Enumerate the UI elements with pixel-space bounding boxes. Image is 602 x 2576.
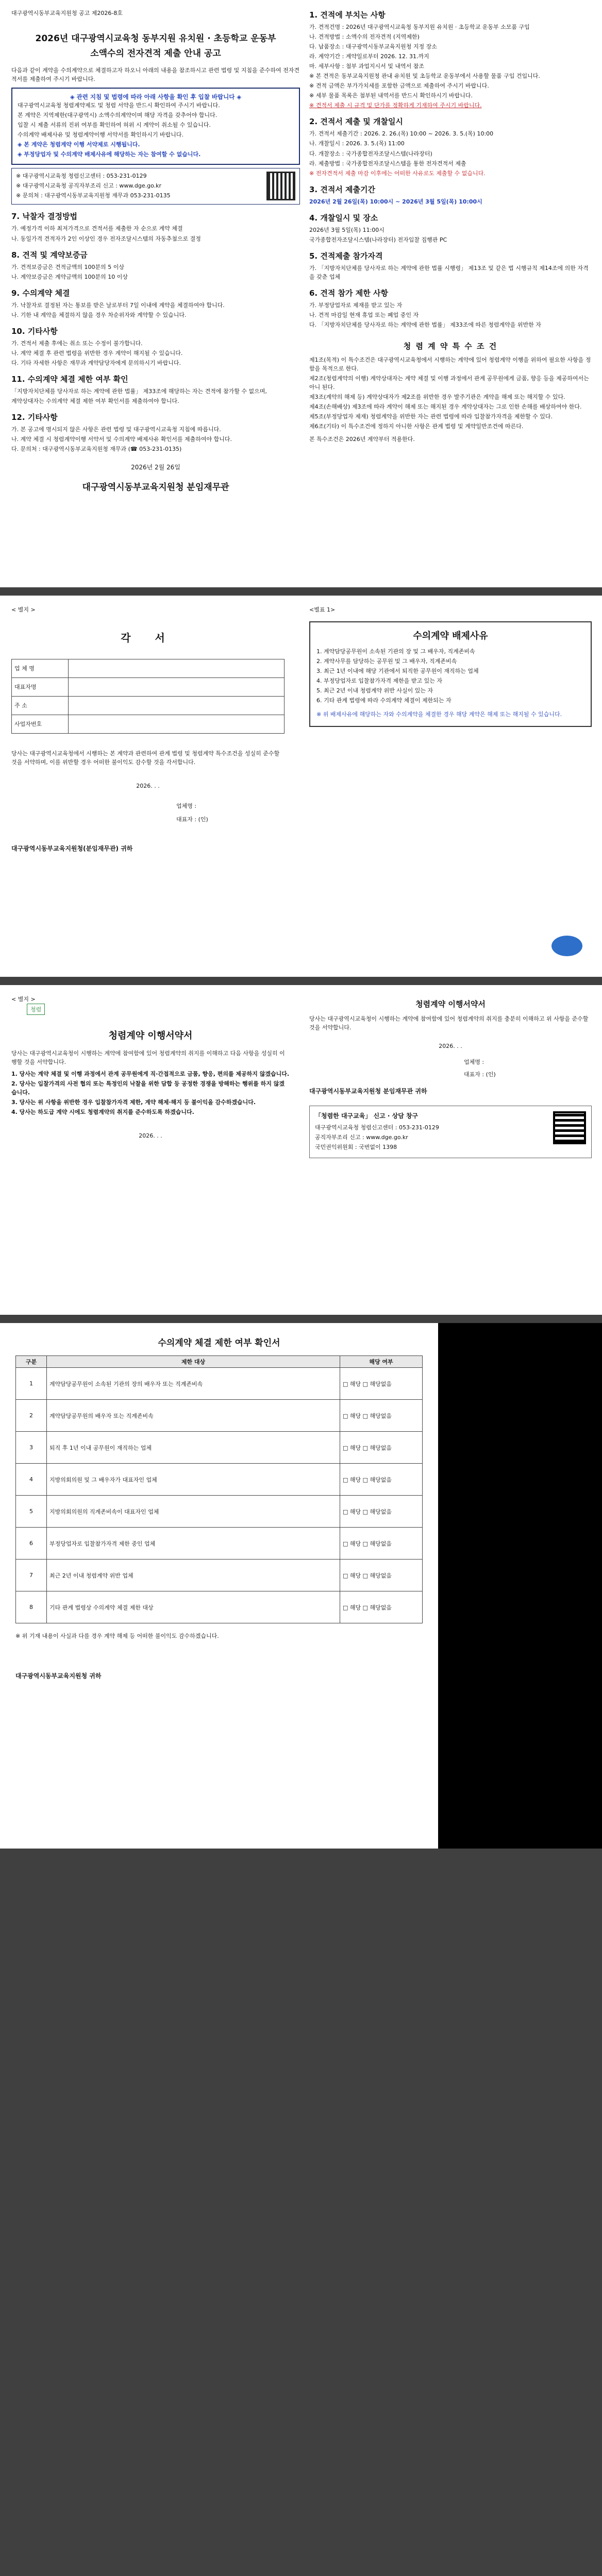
table-row [12, 715, 285, 733]
notice-box [11, 88, 300, 165]
table-header: 해당 여부 [340, 1356, 423, 1368]
restriction-table [15, 1355, 423, 1623]
table-cell: 계약담당공무원이 소속된 기관의 장의 배우자 또는 직계존비속 [47, 1368, 340, 1400]
section-11-title: 11. 수의계약 체결 제한 여부 확인 [11, 374, 128, 384]
issuer-name: 대구광역시동부교육지원청 분임재무관 [82, 482, 229, 493]
table-row: 7 최근 2년 이내 청렴계약 위반 업체 □ 해당 □ 해당없음 [16, 1560, 423, 1591]
yes-no-checkbox[interactable]: □ 해당 □ 해당없음 [340, 1400, 423, 1432]
section-10-line: 다. 기타 자세한 사항은 재무과 계약담당자에게 문의하시기 바랍니다. [11, 359, 181, 366]
qr-code-icon [553, 1111, 586, 1144]
integrity-conditions-title: 청 렴 계 약 특 수 조 건 [403, 342, 498, 351]
integrity-article: 제4조(손해배상) 제3조에 따라 계약이 해제 또는 해지된 경우 계약상대자는 그로 인한 손해를 배상하여야 한다. [309, 403, 582, 411]
table-row [12, 677, 285, 696]
notice-line: 입찰 시 제출 서류의 진위 여부를 확인하여 허위 시 계약이 취소될 수 있습니다. [18, 122, 211, 129]
section-2-title: 2. 견적서 제출 및 개찰일시 [309, 117, 403, 127]
section-1-note: ※ 본 견적은 동부교육지원청 관내 유치원 및 초등학교 운동부에서 사용할 물품 구입 건입니다. [309, 73, 540, 80]
section-7-line: 가. 예정가격 이하 최저가격으로 견적서를 제출한 자 순으로 계약 체결 [11, 225, 183, 232]
table-cell: 퇴직 후 1년 이내 공무원이 재직하는 업체 [47, 1432, 340, 1464]
empty-viewer-area [438, 1323, 602, 1849]
table-cell-label: 주 소 [12, 696, 69, 715]
table-row: 1 계약담당공무원이 소속된 기관의 장의 배우자 또는 직계존비속 □ 해당 □ 해당없음 [16, 1368, 423, 1400]
education-logo-icon [551, 936, 582, 956]
table-cell: 지방의회의원 및 그 배우자가 대표자인 업체 [47, 1464, 340, 1496]
section-5-line: 가. 「지방자치단체를 당사자로 하는 계약에 관한 법률 시행령」 제13조 및 같은 법 시행규칙 제14조에 의한 자격을 갖춘 업체 [309, 264, 589, 280]
section-11-line: 「지방자치단체를 당사자로 하는 계약에 관한 법률」 제33조에 해당하는 자는 견적에 참가할 수 없으며, [11, 387, 267, 395]
qr-code-icon [266, 172, 295, 200]
pledge-footer: 대구광역시동부교육지원청(분임재무관) 귀하 [11, 844, 133, 852]
page-3-right-column [309, 995, 592, 1158]
table-cell-value[interactable] [69, 696, 285, 715]
page-4 [0, 1323, 438, 1849]
integrity-pledge-right-title: 청렴계약 이행서약서 [415, 999, 486, 1009]
section-4-line: 2026년 3월 5일(목) 11:00시 [309, 226, 384, 233]
page-2 [0, 596, 602, 977]
section-9-title: 9. 수의계약 체결 [11, 288, 70, 298]
warning-line: ◈ 본 계약은 청렴계약 이행 서약제로 시행됩니다. [18, 141, 140, 148]
announcement-header: 대구광역시동부교육지원청 공고 제2026-8호 [11, 10, 123, 16]
section-11-line: 계약상대자는 수의계약 체결 제한 여부 확인서를 제출하여야 합니다. [11, 397, 179, 404]
announcement-date: 2026년 2월 26일 [131, 464, 180, 471]
table-row: 2 계약담당공무원의 배우자 또는 직계존비속 □ 해당 □ 해당없음 [16, 1400, 423, 1432]
contact-line: ※ 대구광역시교육청 공직자부조리 신고 : www.dge.go.kr [16, 182, 162, 190]
yes-no-checkbox[interactable]: □ 해당 □ 해당없음 [340, 1591, 423, 1623]
warning-line: ◈ 부정당업자 및 수의계약 배제사유에 해당하는 자는 참여할 수 없습니다. [18, 151, 201, 158]
section-9-line: 나. 기한 내 계약을 체결하지 않을 경우 차순위자와 계약할 수 있습니다. [11, 311, 187, 318]
section-6-line: 다. 「지방자치단체를 당사자로 하는 계약에 관한 법률」 제33조에 따른 청렴계약을 위반한 자 [309, 321, 541, 328]
page-2-left-column [11, 606, 285, 853]
section-12-title: 12. 기타사항 [11, 412, 58, 422]
section-2-line: 가. 견적서 제출기간 : 2026. 2. 26.(목) 10:00 ~ 2026. 3. 5.(목) 10:00 [309, 130, 494, 138]
table-header: 제한 대상 [47, 1356, 340, 1368]
section-1-line: 가. 견적건명 : 2026년 대구광역시교육청 동부지원 유치원 · 초등학교 운동부 소모품 구입 [309, 24, 530, 30]
company-info-table [11, 659, 285, 734]
integrity-article: 제6조(기타) 이 특수조건에 정하지 아니한 사항은 관계 법령 및 계약일반조건에 따른다. [309, 423, 524, 430]
table-cell: 계약담당공무원의 배우자 또는 직계존비속 [47, 1400, 340, 1432]
exclusion-item: 4. 부정당업자로 입찰참가자격 제한을 받고 있는 자 [316, 677, 442, 685]
notice-line: 대구광역시교육청 청렴계약제도 및 청렴 서약을 반드시 확인하여 주시기 바랍니다. [18, 102, 220, 109]
integrity-article: 제5조(부정당업자 제재) 청렴계약을 위반한 자는 관련 법령에 따라 입찰참가자격을 제한할 수 있다. [309, 413, 553, 420]
integrity-pledge-right-date: 2026. . . [439, 1043, 462, 1050]
exclusion-item: 1. 계약담당공무원이 소속된 기관의 장 및 그 배우자, 직계존비속 [316, 648, 475, 655]
exclusion-item: 2. 계약사무를 담당하는 공무원 및 그 배우자, 직계존비속 [316, 657, 457, 665]
integrity-pledge-item: 1. 당사는 계약 체결 및 이행 과정에서 관계 공무원에게 직·간접적으로 금품, 향응, 편의를 제공하지 않겠습니다. [11, 1071, 290, 1078]
integrity-pledge-item: 3. 당사는 위 사항을 위반한 경우 입찰참가자격 제한, 계약 해제·해지 등 불이익을 감수하겠습니다. [11, 1099, 256, 1106]
section-1-line: 마. 세부사항 : 첨부 과업지시서 및 내역서 참조 [309, 63, 424, 70]
table-cell-value[interactable] [69, 677, 285, 696]
page-gap [0, 1315, 602, 1323]
integrity-pledge-date: 2026. . . [139, 1132, 162, 1140]
exclusion-note: ※ 위 배제사유에 해당하는 자와 수의계약을 체결한 경우 해당 계약은 해제 또는 해지될 수 있습니다. [316, 711, 562, 718]
pledge-date: 2026. . . [136, 783, 160, 790]
section-12-line: 가. 본 공고에 명시되지 않은 사항은 관련 법령 및 대구광역시교육청 지침에 따릅니다. [11, 426, 221, 433]
intro-text: 다음과 같이 계약을 수의계약으로 체결하고자 하오니 아래의 내용을 참조하시고 관련 법령 및 지침을 준수하여 전자견적서를 제출하여 주시기 바랍니다. [11, 66, 299, 82]
integrity-sign-rep: 대표자 : (인) [464, 1071, 496, 1078]
section-3-title: 3. 견적서 제출기간 [309, 184, 376, 194]
yes-no-checkbox[interactable]: □ 해당 □ 해당없음 [340, 1368, 423, 1400]
section-2-red-note: ※ 전자견적서 제출 마감 이후에는 어떠한 사유로도 제출할 수 없습니다. [309, 170, 486, 177]
section-1-line: 다. 납품장소 : 대구광역시동부교육지원청 지정 장소 [309, 43, 437, 50]
section-2-line: 라. 제출방법 : 국가종합전자조달시스템을 통한 전자견적서 제출 [309, 160, 466, 167]
section-6-title: 6. 견적 참가 제한 사항 [309, 288, 388, 298]
empty-viewer-area-bottom [0, 1849, 602, 2576]
section-4-title: 4. 개찰일시 및 장소 [309, 213, 378, 223]
restriction-form-title: 수의계약 체결 제한 여부 확인서 [158, 1338, 280, 1348]
section-2-line: 다. 개찰장소 : 국가종합전자조달시스템(나라장터) [309, 150, 432, 157]
contact-box [11, 168, 300, 205]
right-tag: <별표 1> [309, 606, 336, 613]
restriction-note: ※ 위 기재 내용이 사실과 다를 경우 계약 해제 등 어떠한 불이익도 감수하겠습니다. [15, 1633, 219, 1639]
integrity-pledge-item: 2. 당사는 입찰가격의 사전 협의 또는 특정인의 낙찰을 위한 담합 등 공정한 경쟁을 방해하는 행위를 하지 않겠습니다. [11, 1080, 285, 1096]
restriction-footer: 대구광역시동부교육지원청 귀하 [15, 1672, 102, 1680]
table-row [12, 659, 285, 677]
section-1-title: 1. 견적에 부치는 사항 [309, 10, 386, 20]
section-1-red-note: ※ 견적서 제출 시 규격 및 단가를 정확하게 기재하여 주시기 바랍니다. [309, 102, 482, 109]
integrity-pledge-intro: 당사는 대구광역시교육청이 시행하는 계약에 참여함에 있어 청렴계약의 취지를 이해하고 다음 사항을 성실히 이행할 것을 서약합니다. [11, 1049, 285, 1065]
section-3-line: 2026년 2월 26일(목) 10:00시 ~ 2026년 3월 5일(목) 10:00시 [309, 198, 482, 205]
exclusion-item: 3. 최근 1년 이내에 해당 기관에서 퇴직한 공무원이 재직하는 업체 [316, 668, 479, 675]
exclusion-item: 6. 기타 관계 법령에 따라 수의계약 체결이 제한되는 자 [316, 697, 452, 704]
page-1-right-column [309, 9, 592, 445]
integrity-article: 제3조(계약의 해제 등) 계약상대자가 제2조를 위반한 경우 발주기관은 계약을 해제 또는 해지할 수 있다. [309, 394, 565, 401]
report-channel-title: 「청렴한 대구교육」 신고 · 상담 창구 [315, 1112, 419, 1120]
section-8-line: 가. 견적보증금은 견적금액의 100분의 5 이상 [11, 263, 124, 270]
integrity-pledge-item: 4. 당사는 하도급 계약 시에도 청렴계약의 취지를 준수하도록 하겠습니다. [11, 1109, 194, 1116]
table-cell-value[interactable] [69, 659, 285, 677]
integrity-stamp: 청렴 [27, 1004, 45, 1015]
table-row: 3 퇴직 후 1년 이내 공무원이 재직하는 업체 □ 해당 □ 해당없음 [16, 1432, 423, 1464]
integrity-sign-company: 업체명 : [464, 1059, 484, 1066]
integrity-article: 제1조(목적) 이 특수조건은 대구광역시교육청에서 시행하는 계약에 있어 청렴계약 이행을 위하여 필요한 사항을 정함을 목적으로 한다. [309, 357, 591, 372]
page-3 [0, 985, 602, 1315]
section-10-line: 가. 견적서 제출 후에는 취소 또는 수정이 불가합니다. [11, 340, 143, 347]
yes-no-checkbox[interactable]: □ 해당 □ 해당없음 [340, 1432, 423, 1464]
section-7-title: 7. 낙찰자 결정방법 [11, 212, 78, 222]
contact-line: ※ 문의처 : 대구광역시동부교육지원청 재무과 053-231-0135 [16, 192, 171, 199]
contact-line: ※ 대구광역시교육청 청렴신고센터 : 053-231-0129 [16, 173, 147, 180]
section-4-line: 국가종합전자조달시스템(나라장터) 전자입찰 집행관 PC [309, 236, 447, 243]
page-3-left-column [11, 995, 290, 1140]
table-header-row [16, 1356, 423, 1368]
notice-title: ◈ 관련 지침 및 법령에 따라 아래 사항을 확인 후 입찰 바랍니다 ◈ [70, 93, 242, 101]
pledge-sign-company: 업체명 : [176, 802, 197, 809]
integrity-pledge-title: 청렴계약 이행서약서 [108, 1030, 193, 1041]
table-row [12, 696, 285, 715]
page-subtitle: 소액수의 전자견적 제출 안내 공고 [90, 48, 221, 59]
section-2-line: 나. 개찰일시 : 2026. 3. 5.(목) 11:00 [309, 140, 405, 147]
pledge-title: 각 서 [121, 631, 175, 644]
integrity-footer: 본 특수조건은 2026년 계약부터 적용한다. [309, 436, 415, 443]
table-row: 8 기타 관계 법령상 수의계약 체결 제한 대상 □ 해당 □ 해당없음 [16, 1591, 423, 1623]
section-8-line: 나. 계약보증금은 계약금액의 100분의 10 이상 [11, 273, 128, 280]
table-row: 4 지방의회의원 및 그 배우자가 대표자인 업체 □ 해당 □ 해당없음 [16, 1464, 423, 1496]
report-channel-box [309, 1106, 592, 1158]
section-8-title: 8. 견적 및 계약보증금 [11, 250, 88, 260]
yes-no-checkbox[interactable]: □ 해당 □ 해당없음 [340, 1560, 423, 1591]
report-channel-line: 대구광역시교육청 청렴신고센터 : 053-231-0129 [315, 1124, 439, 1131]
section-9-line: 가. 낙찰자로 결정된 자는 통보를 받은 날로부터 7일 이내에 계약을 체결하여야 합니다. [11, 301, 225, 309]
integrity-pledge-right-body: 당사는 대구광역시교육청이 시행하는 계약에 참여함에 있어 청렴계약의 취지를 충분히 이해하고 위 사항을 준수할 것을 서약합니다. [309, 1015, 589, 1031]
yes-no-checkbox[interactable]: □ 해당 □ 해당없음 [340, 1528, 423, 1560]
left-tag: < 별지 > [11, 996, 36, 1003]
table-header: 구분 [16, 1356, 47, 1368]
pledge-sign-rep: 대표자 : (인) [176, 816, 208, 823]
section-12-line: 나. 계약 체결 시 청렴계약이행 서약서 및 수의계약 배제사유 확인서를 제출하여야 합니다. [11, 436, 232, 443]
table-cell: 최근 2년 이내 청렴계약 위반 업체 [47, 1560, 340, 1591]
section-5-title: 5. 견적제출 참가자격 [309, 251, 383, 261]
table-cell-value[interactable] [69, 715, 285, 733]
section-1-line: 라. 계약기간 : 계약일로부터 2026. 12. 31.까지 [309, 53, 429, 60]
table-row: 6 부정당업자로 입찰참가자격 제한 중인 업체 □ 해당 □ 해당없음 [16, 1528, 423, 1560]
table-cell-label: 사업자번호 [12, 715, 69, 733]
yes-no-checkbox[interactable]: □ 해당 □ 해당없음 [340, 1496, 423, 1528]
section-6-line: 나. 견적 마감일 현재 휴업 또는 폐업 중인 자 [309, 311, 419, 318]
yes-no-checkbox[interactable]: □ 해당 □ 해당없음 [340, 1464, 423, 1496]
section-7-line: 나. 동일가격 견적자가 2인 이상인 경우 전자조달시스템의 자동추첨으로 결정 [11, 235, 201, 242]
section-1-note: ※ 견적 금액은 부가가치세를 포함한 금액으로 제출하여 주시기 바랍니다. [309, 82, 489, 90]
section-6-line: 가. 부정당업자로 제재를 받고 있는 자 [309, 301, 403, 309]
left-tag: < 별지 > [11, 606, 36, 613]
table-row: 5 지방의회의원의 직계존비속이 대표자인 업체 □ 해당 □ 해당없음 [16, 1496, 423, 1528]
page-2-right-column [309, 606, 592, 727]
report-channel-line: 공직자부조리 신고 : www.dge.go.kr [315, 1134, 408, 1141]
page-1-left-column [11, 9, 300, 493]
section-10-line: 나. 계약 체결 후 관련 법령을 위반한 경우 계약이 해지될 수 있습니다. [11, 349, 183, 357]
pledge-body: 당사는 대구광역시교육청에서 시행하는 본 계약과 관련하여 관계 법령 및 청렴계약 특수조건을 성실히 준수할 것을 서약하며, 이를 위반할 경우 어떠한 불이익도 감수할 것을 각서합니다. [11, 750, 280, 766]
exclusion-title: 수의계약 배제사유 [413, 630, 488, 641]
section-12-line: 다. 문의처 : 대구광역시동부교육지원청 재무과 (☎ 053-231-0135) [11, 446, 182, 453]
section-10-title: 10. 기타사항 [11, 326, 58, 336]
integrity-article: 제2조(청렴계약의 이행) 계약상대자는 계약 체결 및 이행 과정에서 관계 공무원에게 금품, 향응 등을 제공하여서는 아니 된다. [309, 375, 589, 391]
notice-line: 본 계약은 지역제한(대구광역시) 소액수의계약이며 해당 자격을 갖추어야 합니다. [18, 112, 218, 119]
notice-line: 수의계약 배제사유 및 청렴계약이행 서약서를 확인하시기 바랍니다. [18, 131, 184, 139]
table-cell: 기타 관계 법령상 수의계약 체결 제한 대상 [47, 1591, 340, 1623]
section-1-line: 나. 견적방법 : 소액수의 전자견적 (지역제한) [309, 33, 420, 41]
table-cell: 부정당업자로 입찰참가자격 제한 중인 업체 [47, 1528, 340, 1560]
page-title: 2026년 대구광역시교육청 동부지원 유치원 · 초등학교 운동부 [35, 33, 276, 44]
table-cell-label: 대표자명 [12, 677, 69, 696]
report-channel-line: 국민권익위원회 : 국번없이 1398 [315, 1144, 397, 1151]
table-cell: 지방의회의원의 직계존비속이 대표자인 업체 [47, 1496, 340, 1528]
section-1-note: ※ 세부 물품 목록은 첨부된 내역서를 반드시 확인하시기 바랍니다. [309, 92, 473, 99]
exclusion-item: 5. 최근 2년 이내 청렴계약 위반 사실이 있는 자 [316, 687, 433, 694]
table-cell-label: 업 체 명 [12, 659, 69, 677]
page-1 [0, 0, 602, 587]
integrity-right-footer: 대구광역시동부교육지원청 분임재무관 귀하 [309, 1088, 427, 1095]
